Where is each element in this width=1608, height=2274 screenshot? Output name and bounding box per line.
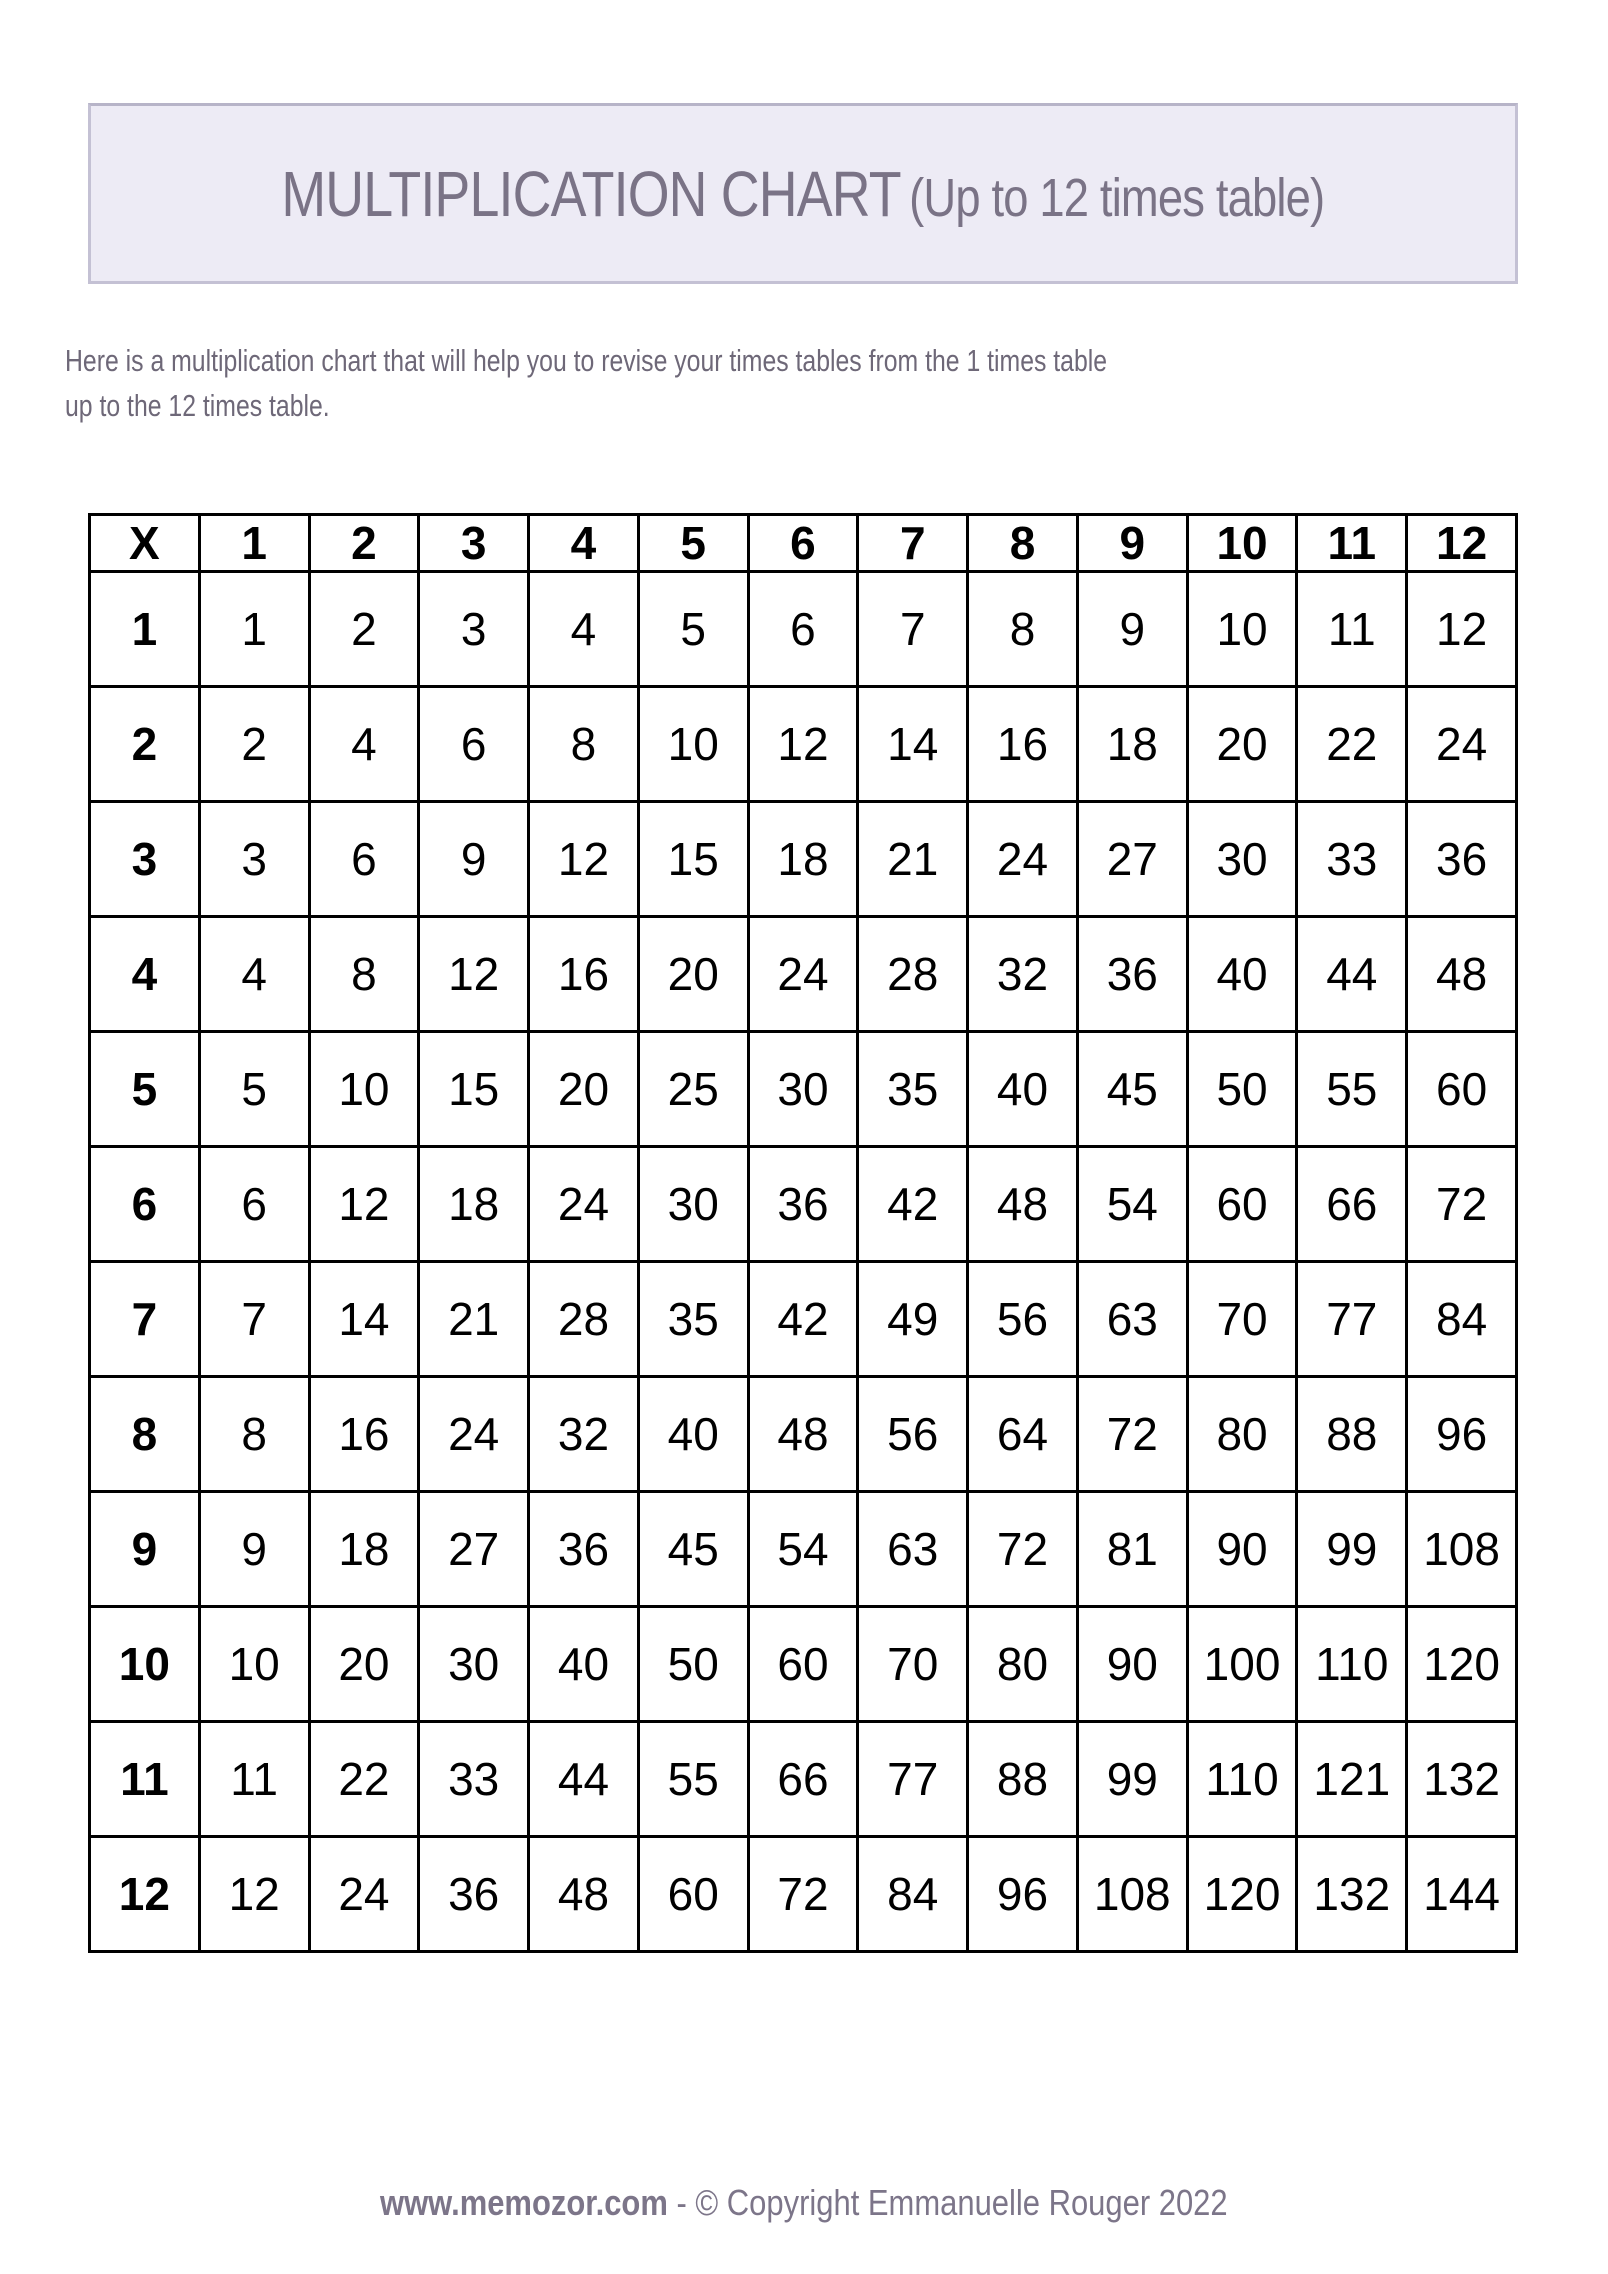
footer-text xyxy=(380,2182,1228,2224)
product-cell-4x9: 36 xyxy=(1077,917,1187,1032)
table-row-3 xyxy=(90,802,1517,917)
product-cell-3x11: 33 xyxy=(1297,802,1407,917)
product-cell-9x8: 72 xyxy=(968,1492,1078,1607)
product-cell-11x3: 33 xyxy=(419,1722,529,1837)
product-cell-7x10: 70 xyxy=(1187,1262,1297,1377)
product-cell-7x2: 14 xyxy=(309,1262,419,1377)
product-cell-10x6: 60 xyxy=(748,1607,858,1722)
product-cell-9x6: 54 xyxy=(748,1492,858,1607)
product-cell-7x1: 7 xyxy=(199,1262,309,1377)
product-cell-5x10: 50 xyxy=(1187,1032,1297,1147)
product-cell-11x8: 88 xyxy=(968,1722,1078,1837)
product-cell-8x6: 48 xyxy=(748,1377,858,1492)
product-cell-6x5: 30 xyxy=(638,1147,748,1262)
intro-text xyxy=(65,338,1368,428)
product-cell-9x10: 90 xyxy=(1187,1492,1297,1607)
product-cell-5x8: 40 xyxy=(968,1032,1078,1147)
product-cell-7x9: 63 xyxy=(1077,1262,1187,1377)
footer-copyright: - © Copyright Emmanuelle Rouger 2022 xyxy=(668,2182,1228,2223)
product-cell-3x12: 36 xyxy=(1407,802,1517,917)
product-cell-8x7: 56 xyxy=(858,1377,968,1492)
product-cell-11x4: 44 xyxy=(529,1722,639,1837)
row-header-1: 1 xyxy=(90,572,200,687)
product-cell-10x11: 110 xyxy=(1297,1607,1407,1722)
product-cell-3x7: 21 xyxy=(858,802,968,917)
product-cell-3x8: 24 xyxy=(968,802,1078,917)
product-cell-12x2: 24 xyxy=(309,1837,419,1952)
product-cell-4x3: 12 xyxy=(419,917,529,1032)
product-cell-9x11: 99 xyxy=(1297,1492,1407,1607)
product-cell-7x4: 28 xyxy=(529,1262,639,1377)
table-row-11 xyxy=(90,1722,1517,1837)
product-cell-1x8: 8 xyxy=(968,572,1078,687)
table-row-1 xyxy=(90,572,1517,687)
footer-site-link: www.memozor.com xyxy=(380,2182,669,2223)
product-cell-1x1: 1 xyxy=(199,572,309,687)
table-row-9 xyxy=(90,1492,1517,1607)
table-row-2 xyxy=(90,687,1517,802)
row-header-3: 3 xyxy=(90,802,200,917)
product-cell-4x11: 44 xyxy=(1297,917,1407,1032)
product-cell-2x8: 16 xyxy=(968,687,1078,802)
product-cell-9x3: 27 xyxy=(419,1492,529,1607)
product-cell-6x1: 6 xyxy=(199,1147,309,1262)
product-cell-2x2: 4 xyxy=(309,687,419,802)
product-cell-10x10: 100 xyxy=(1187,1607,1297,1722)
product-cell-10x3: 30 xyxy=(419,1607,529,1722)
product-cell-8x9: 72 xyxy=(1077,1377,1187,1492)
table-row-12 xyxy=(90,1837,1517,1952)
product-cell-10x7: 70 xyxy=(858,1607,968,1722)
column-header-2: 2 xyxy=(309,515,419,572)
product-cell-5x9: 45 xyxy=(1077,1032,1187,1147)
product-cell-1x12: 12 xyxy=(1407,572,1517,687)
product-cell-3x4: 12 xyxy=(529,802,639,917)
product-cell-7x7: 49 xyxy=(858,1262,968,1377)
product-cell-7x8: 56 xyxy=(968,1262,1078,1377)
product-cell-4x6: 24 xyxy=(748,917,858,1032)
product-cell-5x4: 20 xyxy=(529,1032,639,1147)
row-header-4: 4 xyxy=(90,917,200,1032)
table-row-10 xyxy=(90,1607,1517,1722)
product-cell-9x9: 81 xyxy=(1077,1492,1187,1607)
product-cell-2x9: 18 xyxy=(1077,687,1187,802)
product-cell-2x3: 6 xyxy=(419,687,529,802)
product-cell-9x7: 63 xyxy=(858,1492,968,1607)
title-suffix: (Up to 12 times table) xyxy=(909,167,1325,228)
product-cell-11x9: 99 xyxy=(1077,1722,1187,1837)
product-cell-8x8: 64 xyxy=(968,1377,1078,1492)
product-cell-12x11: 132 xyxy=(1297,1837,1407,1952)
product-cell-8x1: 8 xyxy=(199,1377,309,1492)
product-cell-5x5: 25 xyxy=(638,1032,748,1147)
product-cell-2x1: 2 xyxy=(199,687,309,802)
product-cell-12x1: 12 xyxy=(199,1837,309,1952)
product-cell-2x10: 20 xyxy=(1187,687,1297,802)
product-cell-8x2: 16 xyxy=(309,1377,419,1492)
table-row-7 xyxy=(90,1262,1517,1377)
row-header-12: 12 xyxy=(90,1837,200,1952)
product-cell-6x9: 54 xyxy=(1077,1147,1187,1262)
product-cell-1x11: 11 xyxy=(1297,572,1407,687)
product-cell-11x6: 66 xyxy=(748,1722,858,1837)
product-cell-8x10: 80 xyxy=(1187,1377,1297,1492)
product-cell-7x3: 21 xyxy=(419,1262,529,1377)
table-row-8 xyxy=(90,1377,1517,1492)
product-cell-12x6: 72 xyxy=(748,1837,858,1952)
product-cell-1x9: 9 xyxy=(1077,572,1187,687)
product-cell-11x10: 110 xyxy=(1187,1722,1297,1837)
column-header-6: 6 xyxy=(748,515,858,572)
product-cell-6x8: 48 xyxy=(968,1147,1078,1262)
column-header-8: 8 xyxy=(968,515,1078,572)
product-cell-5x3: 15 xyxy=(419,1032,529,1147)
column-header-4: 4 xyxy=(529,515,639,572)
row-header-2: 2 xyxy=(90,687,200,802)
product-cell-3x2: 6 xyxy=(309,802,419,917)
table-row-4 xyxy=(90,917,1517,1032)
product-cell-3x1: 3 xyxy=(199,802,309,917)
product-cell-6x6: 36 xyxy=(748,1147,858,1262)
row-header-11: 11 xyxy=(90,1722,200,1837)
product-cell-12x3: 36 xyxy=(419,1837,529,1952)
row-header-8: 8 xyxy=(90,1377,200,1492)
product-cell-12x7: 84 xyxy=(858,1837,968,1952)
product-cell-2x6: 12 xyxy=(748,687,858,802)
corner-cell: X xyxy=(90,515,200,572)
product-cell-2x12: 24 xyxy=(1407,687,1517,802)
product-cell-4x8: 32 xyxy=(968,917,1078,1032)
product-cell-10x1: 10 xyxy=(199,1607,309,1722)
row-header-10: 10 xyxy=(90,1607,200,1722)
product-cell-10x2: 20 xyxy=(309,1607,419,1722)
product-cell-11x7: 77 xyxy=(858,1722,968,1837)
product-cell-10x12: 120 xyxy=(1407,1607,1517,1722)
product-cell-12x5: 60 xyxy=(638,1837,748,1952)
product-cell-11x12: 132 xyxy=(1407,1722,1517,1837)
column-header-5: 5 xyxy=(638,515,748,572)
product-cell-8x12: 96 xyxy=(1407,1377,1517,1492)
product-cell-9x4: 36 xyxy=(529,1492,639,1607)
column-header-7: 7 xyxy=(858,515,968,572)
row-header-6: 6 xyxy=(90,1147,200,1262)
product-cell-6x11: 66 xyxy=(1297,1147,1407,1262)
product-cell-2x11: 22 xyxy=(1297,687,1407,802)
product-cell-5x6: 30 xyxy=(748,1032,858,1147)
product-cell-4x1: 4 xyxy=(199,917,309,1032)
column-header-3: 3 xyxy=(419,515,529,572)
product-cell-7x11: 77 xyxy=(1297,1262,1407,1377)
row-header-5: 5 xyxy=(90,1032,200,1147)
product-cell-1x5: 5 xyxy=(638,572,748,687)
table-row-5 xyxy=(90,1032,1517,1147)
product-cell-2x4: 8 xyxy=(529,687,639,802)
product-cell-5x12: 60 xyxy=(1407,1032,1517,1147)
column-header-10: 10 xyxy=(1187,515,1297,572)
intro-line-1: Here is a multiplication chart that will help you to revise your times tables from the 1 times table xyxy=(65,343,1108,378)
product-cell-1x3: 3 xyxy=(419,572,529,687)
intro-line-2: up to the 12 times table. xyxy=(65,388,330,423)
product-cell-6x7: 42 xyxy=(858,1147,968,1262)
product-cell-8x11: 88 xyxy=(1297,1377,1407,1492)
product-cell-5x2: 10 xyxy=(309,1032,419,1147)
product-cell-4x7: 28 xyxy=(858,917,968,1032)
product-cell-7x12: 84 xyxy=(1407,1262,1517,1377)
product-cell-1x2: 2 xyxy=(309,572,419,687)
column-header-9: 9 xyxy=(1077,515,1187,572)
product-cell-3x6: 18 xyxy=(748,802,858,917)
product-cell-1x6: 6 xyxy=(748,572,858,687)
product-cell-4x10: 40 xyxy=(1187,917,1297,1032)
product-cell-5x7: 35 xyxy=(858,1032,968,1147)
product-cell-8x4: 32 xyxy=(529,1377,639,1492)
column-header-1: 1 xyxy=(199,515,309,572)
product-cell-2x7: 14 xyxy=(858,687,968,802)
product-cell-1x7: 7 xyxy=(858,572,968,687)
product-cell-3x3: 9 xyxy=(419,802,529,917)
product-cell-12x10: 120 xyxy=(1187,1837,1297,1952)
product-cell-10x9: 90 xyxy=(1077,1607,1187,1722)
product-cell-9x2: 18 xyxy=(309,1492,419,1607)
title-box xyxy=(88,103,1518,284)
header-row xyxy=(90,515,1517,572)
product-cell-2x5: 10 xyxy=(638,687,748,802)
product-cell-10x4: 40 xyxy=(529,1607,639,1722)
product-cell-6x10: 60 xyxy=(1187,1147,1297,1262)
product-cell-5x1: 5 xyxy=(199,1032,309,1147)
footer xyxy=(0,2182,1608,2224)
product-cell-12x4: 48 xyxy=(529,1837,639,1952)
product-cell-12x12: 144 xyxy=(1407,1837,1517,1952)
page-title xyxy=(282,157,1325,231)
column-header-12: 12 xyxy=(1407,515,1517,572)
column-header-11: 11 xyxy=(1297,515,1407,572)
product-cell-3x5: 15 xyxy=(638,802,748,917)
product-cell-6x4: 24 xyxy=(529,1147,639,1262)
table-row-6 xyxy=(90,1147,1517,1262)
multiplication-table xyxy=(88,513,1518,1953)
product-cell-9x5: 45 xyxy=(638,1492,748,1607)
product-cell-4x2: 8 xyxy=(309,917,419,1032)
product-cell-10x8: 80 xyxy=(968,1607,1078,1722)
product-cell-4x5: 20 xyxy=(638,917,748,1032)
product-cell-7x5: 35 xyxy=(638,1262,748,1377)
product-cell-11x2: 22 xyxy=(309,1722,419,1837)
product-cell-9x12: 108 xyxy=(1407,1492,1517,1607)
product-cell-11x11: 121 xyxy=(1297,1722,1407,1837)
product-cell-9x1: 9 xyxy=(199,1492,309,1607)
product-cell-1x4: 4 xyxy=(529,572,639,687)
row-header-9: 9 xyxy=(90,1492,200,1607)
product-cell-5x11: 55 xyxy=(1297,1032,1407,1147)
product-cell-7x6: 42 xyxy=(748,1262,858,1377)
product-cell-4x4: 16 xyxy=(529,917,639,1032)
product-cell-3x9: 27 xyxy=(1077,802,1187,917)
title-main: MULTIPLICATION CHART xyxy=(281,157,901,230)
product-cell-11x1: 11 xyxy=(199,1722,309,1837)
product-cell-3x10: 30 xyxy=(1187,802,1297,917)
product-cell-6x12: 72 xyxy=(1407,1147,1517,1262)
product-cell-11x5: 55 xyxy=(638,1722,748,1837)
product-cell-8x5: 40 xyxy=(638,1377,748,1492)
product-cell-12x9: 108 xyxy=(1077,1837,1187,1952)
product-cell-10x5: 50 xyxy=(638,1607,748,1722)
product-cell-8x3: 24 xyxy=(419,1377,529,1492)
product-cell-1x10: 10 xyxy=(1187,572,1297,687)
row-header-7: 7 xyxy=(90,1262,200,1377)
product-cell-6x2: 12 xyxy=(309,1147,419,1262)
product-cell-6x3: 18 xyxy=(419,1147,529,1262)
product-cell-4x12: 48 xyxy=(1407,917,1517,1032)
product-cell-12x8: 96 xyxy=(968,1837,1078,1952)
